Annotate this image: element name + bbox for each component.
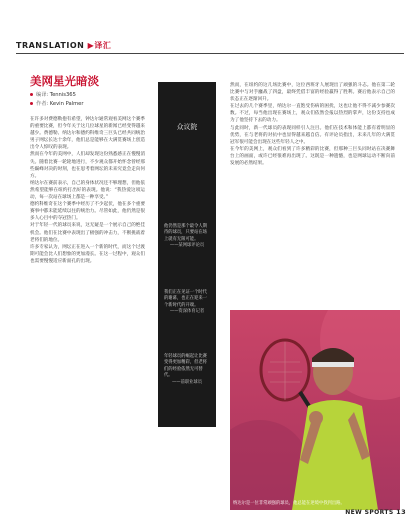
article-title: 美网星光暗淡 xyxy=(30,74,99,88)
paragraph: 许多专家认为，网坛正在进入一个新的时代，而这个过渡期可能会比人们想象的更加漫长。在这一过程中，观众们也需要慢慢适应新面孔的出现。 xyxy=(30,244,145,264)
section-label-cn: 译汇 xyxy=(94,41,112,50)
author-name: Kevin Palmer xyxy=(49,101,84,107)
article-column-3 xyxy=(230,82,395,167)
paragraph: 对于年轻一代的球员来说，这无疑是一个展示自己的绝佳机会。他们在比赛中表现出了极强的冲击力，不断挑战着老将们的地位。 xyxy=(30,223,145,243)
racket-icon xyxy=(261,340,314,414)
magazine-name: NEW SPORTS xyxy=(345,509,394,516)
page-number: 13 xyxy=(396,508,406,516)
paragraph: 在许多对费德勒抱有希望，钟达尔通常观看美网这个赛季的重要比赛，但今年关于这几位球星的新闻已经变得越来越少。费德勒、纳达尔和德约科维奇三巨头已经共同统治男子网坛长达十余年，他们总是能够在大满贯赛场上创造出令人惊叹的表现。 xyxy=(30,117,145,151)
tennis-player-illustration xyxy=(230,310,400,510)
byline-source: 编译: Tennis365 xyxy=(30,91,76,98)
sidebar-quote: 我们正在见证一个时代的谢幕，也正在迎来一个新时代的开端。 ——资深体育记者 xyxy=(164,290,207,315)
sidebar-quote: 他仍然是那个最令人期待的球员，只要站在场上就有无限可能。 ——某网球评论员 xyxy=(164,224,207,249)
sidebar-quote: 年轻球员的崛起让比赛变得更加精彩，但老将们的经验依然无可替代。 ——前职业球员 xyxy=(164,354,207,385)
paragraph: 在过去的几个赛季里，纳达尔一直饱受伤病的困扰，这也让他不得不减少参赛次数。不过，每当他出现在赛场上，观众们依然会报以热烈的掌声，这份支持也成为了他坚持下去的动力。 xyxy=(230,104,395,124)
photo-caption: 纳达尔是一位非常顽强的球员，他总能在逆境中找到出路。 xyxy=(233,501,345,506)
paragraph: 与此同时，新一代球员的表现同样引人注目。他们在技术和体能上都有着明显的优势，在与老将的对抗中也显得越来越自信。有评论员指出，未来几年的大满贯冠军很可能会出现在这些年轻人之中。 xyxy=(230,125,395,145)
arrow-icon: ▶ xyxy=(87,41,95,50)
header-divider xyxy=(16,53,404,54)
player-photo xyxy=(230,310,400,510)
paragraph: 纳达尔在赛前表示，自己的身体状况还不够理想，但他依然希望能够在纽约打出好的表现。他说：“我热爱这项运动，每一次站在球场上都是一种享受。” xyxy=(30,180,145,201)
page-footer xyxy=(345,508,406,516)
byline-author: 作者: Kevin Palmer xyxy=(30,100,83,107)
bullet-icon xyxy=(30,102,33,105)
quote-sidebar xyxy=(158,82,216,427)
paragraph: 然而，在纽约的这几场比赛中，这位西班牙人展现出了顽强的斗志。他在第二轮比赛中与对手鏖战了四盘，最终凭借丰富的经验赢得了胜利。赛后他表示自己的状态正在逐渐回升。 xyxy=(230,83,395,103)
section-label-en: TRANSLATION xyxy=(16,41,85,50)
bullet-icon xyxy=(30,93,33,96)
paragraph: 德约科维奇在这个赛季中经历了不少起伏，他在多个重要赛事中都未能延续以往的统治力。尽管如此，他仍然是很多人心目中的夺冠热门。 xyxy=(30,202,145,222)
article-column-1 xyxy=(30,116,145,265)
paragraph: 然而在今年的美网中，人们却发现这份熟悉感正在慢慢消失。随着比赛一轮轮地进行，不少观众都开始怀念曾经那些巅峰对决的时刻，也在思考着网坛的未来究竟会走向何方。 xyxy=(30,152,145,179)
source-name: Tennis365 xyxy=(49,92,76,98)
sidebar-title: 众议院 xyxy=(176,123,198,131)
paragraph: 在今年的美网上，观众们看到了许多精彩的比赛，但那种三巨头同时站在决赛舞台上的画面，或许已经很难再出现了。这既是一种遗憾，也是网球运动不断向前发展的必然结果。 xyxy=(230,146,395,167)
section-header xyxy=(16,40,404,54)
section-label xyxy=(16,40,111,51)
